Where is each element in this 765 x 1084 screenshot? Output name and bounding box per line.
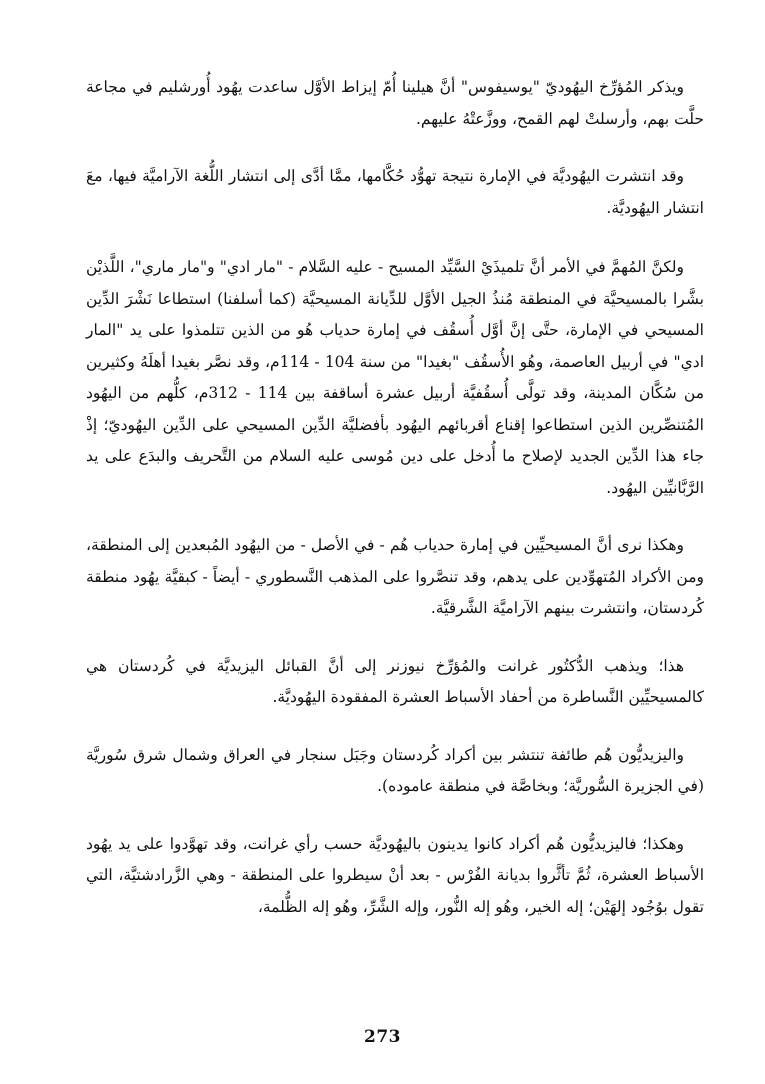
paragraph-yazidis: واليزيديُّون هُم طائفة تنتشر بين أكراد كُردستان وجَبَل سنجار في العراق وشمال شرق سُوريَّة (في الجزيرة السُّوريَّة؛ وبخاصَّة في منطقة عاموده).: [86, 745, 704, 795]
paragraph-yazidi-origins: وهكذا؛ فاليزيديُّون هُم أكراد كانوا يدينون باليهُوديَّة حسب رأي غرانت، وقد تهوَّدوا على يد يهُود الأسباط العشرة، ثُمَّ تأثَّروا بديانة الفُرْس - بعد أنْ سيطروا على المنطقة - وهي الزَّرادشتيَّة، التي تقول بوُجُود إلهَيْن؛ إله الخير، وهُو إله النُّور، وإله الشَّرِّ، وهُو إله الظُّلمة،: [86, 834, 704, 916]
paragraph-spread-of-judaism: وقد انتشرت اليهُوديَّة في الإمارة نتيجة تهوُّد حُكَّامها، ممَّا أدَّى إلى انتشار اللُّغة الآراميَّة فيها، معَ انتشار اليهُوديَّة.: [86, 167, 704, 217]
paragraph-grant-neusner: هذا؛ ويذهب الدُّكتُور غرانت والمُؤرِّخ نيوزنر إلى أنَّ القبائل اليزيديَّة في كُردستان هي كالمسيحيِّين النَّساطرة من أحفاد الأسباط العشرة المفقودة اليهُوديَّة.: [86, 656, 704, 706]
paragraph-helena: ويذكر المُؤرِّخ اليهُوديّ "يوسيفوس" أنَّ هيلينا أُمّ إيزاط الأوَّل ساعدت يهُود أُورشليم في مجاعة حلَّت بهم، وأرسلتْ لهم القمح، ووزَّعتْهُ عليهم.: [86, 78, 704, 128]
paragraph-adiabene-christians: وهكذا نرى أنَّ المسيحيِّين في إمارة حدياب هُم - في الأصل - من اليهُود المُبعدين إلى المنطقة، ومن الأكراد المُتهوِّدين على يدهم، وقد تنصَّروا على المذهب النَّسطوري - أيضاً - كبقيَّة يهُود منطقة كُردستان، وانتشرت بينهم الآراميَّة الشَّرقيَّة.: [86, 536, 704, 617]
page-number: 273: [364, 1027, 401, 1047]
body-text: [86, 72, 704, 949]
paragraph-christian-disciples: ولكنَّ المُهمَّ في الأمر أنَّ تلميذَيْ السَّيِّد المسيح - عليه السَّلام - "مار ادي" و"مار ماري"، اللَّذيْن بشَّرا بالمسيحيَّة في المنطقة مُنذُ الجيل الأوَّل للدِّيانة المسيحيَّة (كما أسلفنا) استطاعا نَشْرَ الدِّين المسيحي في الإمارة، حتَّى إنَّ أوَّل أُسقُف في إمارة حدياب هُو من الذين تتلمذوا على يد "المار ادي" في أربيل العاصمة، وهُو الأُسقُف "بغيدا" من سنة 104 - 114م، وقد نصَّر بغيدا أهلَهُ وكثيرين من سُكَّان المدينة، وقد تولَّى أُسقُفيَّة أربيل عشرة أساقفة بين 114 - 312م، كلُّهم من اليهُود المُتنصِّرين الذين استطاعوا إقناع أقربائهم اليهُود بأفضليَّة الدِّين المسيحي على الدِّين اليهُوديّ؛ إذْ جاء هذا الدِّين الجديد لإصلاح ما أُدخل على دين مُوسى عليه السلام من التَّحريف والبدَع على يد الرَّبَّانيِّين اليهُود.: [86, 258, 705, 497]
